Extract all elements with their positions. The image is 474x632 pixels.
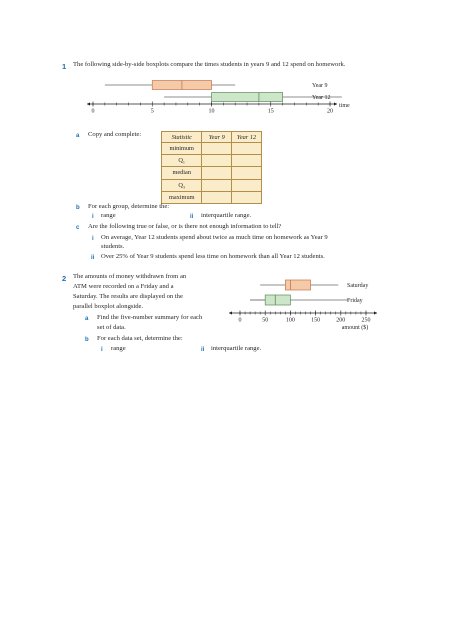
q1-part-c-label: c — [76, 225, 80, 231]
table-cell — [202, 143, 232, 155]
table-header-statistic: Statistic — [162, 132, 202, 143]
table-row — [162, 167, 262, 179]
axis-tick-label: 20 — [327, 108, 333, 115]
question-1-number: 1 — [62, 62, 67, 71]
series-label: Year 9 — [312, 83, 328, 89]
table-cell — [232, 179, 262, 191]
q2-part-b-i-label: i — [101, 347, 103, 353]
table-cell — [232, 155, 262, 167]
question-2-number: 2 — [62, 274, 67, 283]
axis-arrow-right — [374, 311, 377, 314]
year-boxplot-chart — [80, 76, 380, 120]
row-label-q1: Q₁ — [162, 155, 202, 167]
table-row — [162, 191, 262, 203]
table-cell — [202, 179, 232, 191]
table-cell — [202, 155, 232, 167]
axis-arrow-left — [229, 311, 232, 314]
q1-part-c-ii-text: Over 25% of Year 9 students spend less time on homework than all Year 12 students. — [101, 253, 325, 260]
series-label: Year 12 — [312, 95, 331, 101]
axis-label: amount ($) — [341, 325, 369, 331]
q1-part-c-ii-label: ii — [91, 255, 95, 261]
atm-boxplot-chart — [225, 276, 385, 334]
q2-part-b-label: b — [85, 337, 89, 343]
box — [285, 280, 310, 290]
q1-part-a-label: a — [76, 133, 80, 139]
statistics-table — [161, 131, 262, 204]
question-2-intro-line-2: ATM were recorded on a Friday and a — [73, 283, 174, 290]
axis-arrow-right — [334, 102, 337, 105]
q1-part-b-text: For each group, determine the: — [88, 203, 170, 210]
series-label: Friday — [347, 298, 363, 304]
q1-part-b-i-label: i — [92, 214, 94, 220]
table-cell — [232, 167, 262, 179]
table-cell — [232, 143, 262, 155]
table-cell — [232, 191, 262, 203]
question-2-intro-line-3: Saturday. The results are displayed on the — [73, 293, 183, 300]
axis-tick-label: 5 — [150, 108, 154, 115]
table-row — [162, 155, 262, 167]
q1-part-b-ii-text: interquartile range. — [201, 212, 252, 219]
axis-tick-label: 200 — [336, 317, 346, 324]
question-2-intro-line-1: The amounts of money withdrawn from an — [73, 273, 187, 280]
table-cell — [202, 167, 232, 179]
table-cell — [202, 191, 232, 203]
axis-tick-label: 250 — [361, 317, 371, 324]
axis-tick-label: 10 — [208, 108, 215, 115]
q2-part-b-i-text: range — [111, 345, 126, 352]
q1-part-a-text: Copy and complete: — [88, 131, 142, 138]
box — [265, 295, 290, 305]
q1-part-c-i-text-1: On average, Year 12 students spend about twice as much time on homework as Year 9 — [101, 234, 328, 241]
axis-arrow-left — [87, 102, 90, 105]
table-row — [162, 179, 262, 191]
q2-part-a-text-1: Find the five-number summary for each — [97, 314, 203, 321]
q2-part-b-text: For each data set, determine the: — [97, 335, 183, 342]
q2-part-a-text-2: set of data. — [97, 324, 126, 331]
q1-part-b-label: b — [76, 205, 80, 211]
axis-tick-label: 0 — [91, 108, 95, 115]
axis-tick-label: 100 — [285, 317, 295, 324]
row-label-minimum: minimum — [162, 143, 202, 155]
q1-part-c-i-text-2: students. — [101, 243, 125, 250]
table-header-year9: Year 9 — [202, 132, 232, 143]
axis-label: time — [339, 103, 350, 109]
q2-part-a-label: a — [85, 316, 89, 322]
q2-part-b-ii-label: ii — [201, 347, 205, 353]
table-header-year12: Year 12 — [232, 132, 262, 143]
q1-part-c-i-label: i — [92, 236, 94, 242]
table-header-row — [162, 132, 262, 143]
axis-tick-label: 0 — [238, 317, 242, 324]
row-label-q3: Q₃ — [162, 179, 202, 191]
question-2-intro-line-4: parallel boxplot alongside. — [73, 303, 144, 310]
q1-part-b-i-text: range — [101, 212, 116, 219]
axis-tick-label: 150 — [311, 317, 321, 324]
q1-part-b-ii-label: ii — [190, 214, 194, 220]
series-label: Saturday — [347, 283, 369, 289]
axis-tick-label: 50 — [262, 317, 269, 324]
table-row — [162, 143, 262, 155]
row-label-maximum: maximum — [162, 191, 202, 203]
q1-part-c-text: Are the following true or false, or is there not enough information to tell? — [88, 223, 282, 230]
axis-tick-label: 15 — [267, 108, 274, 115]
question-1-intro: The following side-by-side boxplots compare the times students in years 9 and 12 spend on homework. — [73, 61, 346, 68]
q2-part-b-ii-text: interquartile range. — [211, 345, 262, 352]
row-label-median: median — [162, 167, 202, 179]
box — [212, 93, 283, 102]
